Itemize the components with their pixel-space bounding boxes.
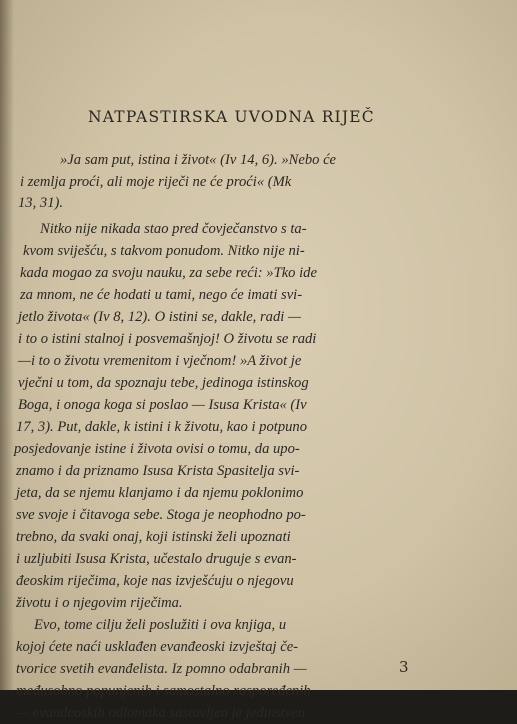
text-line: 17, 3). Put, dakle, k istini i k životu, kao i potpuno bbox=[16, 419, 308, 435]
text-line: —i to o životu vremenitom i vječnom! »A život je bbox=[18, 353, 302, 369]
text-line: i zemlja proći, ali moje riječi ne će proći« (Mk bbox=[20, 174, 292, 190]
text-line: znamo i da priznamo Isusa Krista Spasitelja svi- bbox=[16, 463, 300, 479]
text-line: i to o istini stalnoj i posvemašnjoj! O životu se radi bbox=[18, 331, 317, 347]
text-line: životu i o njegovim riječima. bbox=[16, 595, 183, 611]
text-line: vječni u tom, da spoznaju tebe, jedinoga istinskog bbox=[18, 375, 309, 391]
text-line: — evanđeoskih odlomaka sastavljen je jedinstven bbox=[16, 705, 305, 721]
text-line: međusobno popunjenih i samostalno raspoređenih bbox=[16, 683, 311, 699]
text-line: »Ja sam put, istina i život« (Iv 14, 6). »Nebo će bbox=[60, 152, 337, 168]
text-line: tvorice svetih evanđelista. Iz pomno odabranih — bbox=[16, 661, 307, 677]
text-line: posjedovanje istine i života ovisi o tomu, da upo- bbox=[14, 441, 300, 457]
text-line: đeoskim riječima, koje nas izvješćuju o njegovu bbox=[16, 573, 294, 589]
text-line: trebno, da svaki onaj, koji istinski želi upoznati bbox=[16, 529, 291, 545]
text-line: jeta, da se njemu klanjamo i da njemu poklonimo bbox=[16, 485, 304, 501]
text-line: i uzljubiti Isusa Krista, učestalo druguje s evan- bbox=[16, 551, 297, 567]
text-line: jetlo života« (Iv 8, 12). O istini se, dakle, radi — bbox=[18, 309, 301, 325]
text-line: 13, 31). bbox=[18, 195, 63, 211]
page-number: 3 bbox=[399, 658, 409, 676]
page-heading: NATPASTIRSKA UVODNA RIJEČ bbox=[88, 108, 375, 126]
text-line: Nitko nije nikada stao pred čovječanstvo s ta- bbox=[40, 221, 307, 237]
text-line: kojoj ćete naći usklađen evanđeoski izvještaj če- bbox=[16, 639, 299, 655]
text-line: kvom sviješću, s takvom ponudom. Nitko nije ni- bbox=[23, 243, 305, 259]
text-line: kada mogao za svoju nauku, za sebe reći: »Tko ide bbox=[20, 265, 317, 281]
text-line: Evo, tome cilju želi poslužiti i ova knjiga, u bbox=[34, 617, 287, 633]
text-line: za mnom, ne će hodati u tami, nego će imati svi- bbox=[20, 287, 303, 303]
text-line: sve svoje i čitavoga sebe. Stoga je neophodno po- bbox=[16, 507, 306, 523]
text-line: Boga, i onoga koga si poslao — Isusa Krista« (Iv bbox=[18, 397, 307, 413]
